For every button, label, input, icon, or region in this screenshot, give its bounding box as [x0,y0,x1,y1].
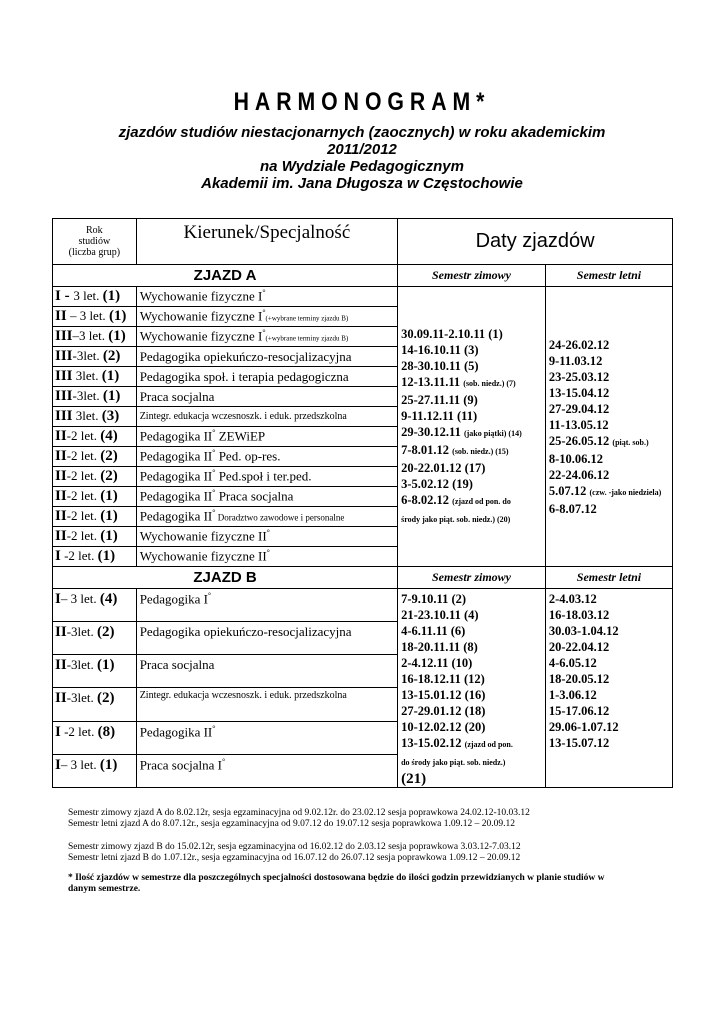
kierunek-name: Pedagogika II [139,468,213,484]
date-value: 28-30.10.11 (5) [401,358,479,373]
kierunek-name: Zintegr. edukacja wczesnoszk. i eduk. przedszkolna [139,690,347,702]
rok-year: II [55,624,67,641]
date-line [549,591,669,607]
kierunek-cell [136,622,397,655]
kierunek-cell [136,487,397,507]
rok-duration: -3let. [72,348,100,363]
date-value: 20-22.01.12 (17) [401,460,486,475]
rok-duration: -3let. [66,690,94,706]
subtitle-line: zjazdów studiów niestacjonarnych (zaocznych) w roku akademickim [118,124,606,141]
kierunek-cell [136,507,397,527]
rok-groups: (1) [108,328,126,344]
subtitle-line: 2011/2012 [327,141,397,158]
header-rok [53,219,137,265]
rok-duration: -2 let. [66,468,98,483]
degree-mark: ° [266,528,270,538]
rok-cell [53,347,137,367]
rok-duration: 3let. [72,408,99,423]
header-daty: Daty zjazdów [398,219,673,265]
kierunek-name: Pedagogika opiekuńczo-resocjalizacyjna [139,348,352,364]
kierunek-name: Wychowanie fizyczne I [139,308,263,324]
kierunek-name: Zintegr. edukacja wczesnoszk. i eduk. przedszkolna [139,411,347,422]
rok-duration: – 3 let. [66,308,106,323]
date-value: 24-26.02.12 [548,337,610,352]
rok-cell [53,487,137,507]
date-line [549,623,669,639]
kierunek-cell [136,447,397,467]
date-value: 2-4.03.12 [548,592,597,606]
kierunek-cell [136,307,397,327]
rok-groups: (4) [99,591,118,607]
date-line [549,639,669,655]
date-line [401,591,542,607]
date-line [401,358,542,374]
degree-mark: ° [262,288,266,298]
rok-duration: 3let. [72,368,99,383]
date-line [401,703,542,719]
date-value: 29-30.12.11 [401,424,464,439]
kierunek-name: Praca socjalna [139,657,215,673]
date-value: 11-13.05.12 [548,417,609,432]
date-note: środy jako piąt. sob. niedz.) (20) [401,514,511,524]
rok-cell [53,287,137,307]
rok-duration: -3let. [66,657,94,673]
degree-mark: ° [212,468,216,478]
rok-cell [53,507,137,527]
rok-duration: -2 let. [66,428,98,443]
zjazd-b-header-row [53,567,673,589]
rok-duration: -2 let. [66,508,98,523]
rok-year: II [55,488,67,504]
rok-duration: 3 let. [73,288,100,303]
kierunek-cell [136,387,397,407]
date-value: 6-8.02.12 [401,492,453,507]
date-line [401,326,542,342]
rok-groups: (1) [102,288,121,304]
kierunek-cell [136,347,397,367]
date-value: 12-13.11.11 [401,374,464,389]
date-line [549,353,669,369]
zjazd-a-dates-zimowy [398,287,546,567]
date-note: (sob. niedz.) (7) [463,378,516,388]
subtitle-line: Akademii im. Jana Długosza w Częstochowie [201,175,523,192]
rok-duration: -3let. [72,388,100,403]
rok-cell [53,622,137,655]
rok-year: III [55,328,73,344]
degree-mark: ° [212,428,216,438]
rok-cell [53,447,137,467]
rok-groups: (1) [99,756,118,773]
kierunek-name: Praca socjalna [139,388,215,404]
zjazd-b-dates-letni [545,589,672,788]
rok-duration: – 3 let. [60,756,97,772]
date-line [401,374,542,392]
kierunek-cell [136,327,397,347]
rok-groups: (2) [97,624,115,641]
date-value: 23-25.03.12 [548,369,610,384]
date-line [549,337,669,353]
date-value: 30.03-1.04.12 [548,624,619,638]
specjalnosc-name: Praca socjalna [215,488,294,504]
rok-cell [53,367,137,387]
rok-groups: (2) [102,348,121,364]
kierunek-cell [136,688,397,721]
date-line [401,476,542,492]
date-value: 25-27.11.11 (9) [401,392,478,407]
rok-cell [53,547,137,567]
degree-mark: ° [262,328,266,338]
rok-cell [53,527,137,547]
date-value: 25-26.05.12 [548,433,613,448]
rok-cell [53,407,137,427]
rok-cell [53,427,137,447]
date-value: 16-18.12.11 (12) [401,672,485,686]
rok-duration: -2 let. [66,488,98,503]
footnote: * Ilość zjazdów w semestrze dla poszczególnych specjalności dostosowana będzie do ilości godzin przewidzianych w planie studiów w danym semestrze. [68,873,605,894]
date-line [401,671,542,687]
zjazd-a-header-row [53,265,673,287]
zjazd-b-row [53,589,673,622]
rok-year: III [55,388,73,404]
date-line [549,451,669,467]
date-value: 13-15.04.12 [548,385,610,400]
kierunek-name: Wychowanie fizyczne I [139,288,263,304]
rok-duration: – 3 let. [60,591,97,606]
date-value: 7-8.01.12 [401,442,453,457]
note-line: Semestr zimowy zjazd B do 15.02.12r, sesja egzaminacyjna od 16.02.12 do 2.03.12 sesja poprawkowa 3.03.12-7.03.12 [68,842,521,852]
kierunek-note: (+wybrane terminy zjazdu B) [265,314,349,323]
date-line [549,417,669,433]
date-line [401,639,542,655]
specjalnosc-name: Doradztwo zawodowe i personalne [215,512,345,523]
kierunek-name: Wychowanie fizyczne I [139,328,263,344]
table-header-row [53,219,673,265]
rok-groups: (8) [97,723,116,740]
zjazd-b-sem-zimowy: Semestr zimowy [398,567,546,589]
date-line [549,369,669,385]
date-line [549,501,669,517]
kierunek-note: (+wybrane terminy zjazdu B) [265,334,349,343]
date-note: (zjazd od pon. do [452,496,511,506]
date-line [401,424,542,442]
date-line [549,655,669,671]
date-value: 18-20.11.11 (8) [401,640,478,654]
date-line [401,719,542,735]
rok-duration: -2 let. [60,723,95,739]
zjazd-b-sem-letni: Semestr letni [545,567,672,589]
rok-cell [53,589,137,622]
date-line [549,483,669,501]
date-line [549,433,669,451]
kierunek-cell [136,287,397,307]
date-value: 27-29.04.12 [548,401,610,416]
date-line [401,623,542,639]
date-value: 7-9.10.11 (2) [401,592,467,606]
rok-cell [53,467,137,487]
date-value: 27-29.01.12 (18) [401,704,486,718]
date-line [549,735,669,751]
note-line: Semestr letni zjazd B do 1.07.12r., sesja egzaminacyjna od 16.07.12 do 26.07.12 sesja poprawkowa 1.09.12 – 20.09.12 [68,853,521,863]
specjalnosc-name: Ped. op-res. [215,448,281,464]
rok-year: III [55,368,73,384]
date-value: 3-5.02.12 (19) [401,476,473,491]
date-value: (21) [401,771,427,787]
date-note: (jako piątki) (14) [463,428,522,438]
rok-year: II [55,468,67,484]
notes [68,808,530,864]
rok-groups: (1) [101,368,120,384]
date-value: 20-22.04.12 [548,640,610,654]
rok-cell [53,307,137,327]
kierunek-name: Pedagogika II [139,488,213,504]
kierunek-name: Pedagogika II [139,723,213,739]
header-rok-line: (liczba grup) [68,247,121,258]
date-value: 5.07.12 [548,483,590,498]
date-line [401,408,542,424]
kierunek-name: Praca socjalna I [139,757,222,773]
date-value: 22-24.06.12 [548,467,610,482]
rok-groups: (1) [102,388,121,404]
date-line [401,655,542,671]
date-note: (piąt. sob.) [612,437,649,447]
date-value: 16-18.03.12 [548,608,610,622]
specjalnosc-name: Ped.społ i ter.ped. [215,468,312,484]
date-line [549,401,669,417]
kierunek-cell [136,655,397,688]
date-line [401,492,542,510]
date-line [401,392,542,408]
rok-duration: -2 let. [66,528,98,543]
rok-cell [53,655,137,688]
specjalnosc-name: ZEWiEP [215,428,266,444]
date-value: 13-15.07.12 [548,736,610,750]
rok-year: II [55,448,67,464]
degree-mark: ° [207,591,212,600]
degree-mark: ° [266,548,270,558]
page-title: HARMONOGRAM* [233,88,491,116]
date-value: 9-11.03.12 [548,353,603,368]
rok-year: I [55,548,61,564]
kierunek-cell [136,589,397,622]
rok-cell [53,387,137,407]
date-value: 1-3.06.12 [548,688,597,702]
rok-cell [53,721,137,754]
date-line [401,607,542,623]
date-value: 10-12.02.12 (20) [401,720,486,734]
kierunek-cell [136,467,397,487]
kierunek-cell [136,367,397,387]
kierunek-cell [136,407,397,427]
date-line [549,719,669,735]
rok-year: I - [55,288,74,304]
header-rok-line: Rok [86,225,103,236]
date-line [549,385,669,401]
date-line [401,510,542,528]
rok-cell [53,688,137,721]
header-kierunek: Kierunek/Specjalność [136,219,397,265]
date-line [549,607,669,623]
rok-year: III [55,408,73,424]
schedule-table [52,218,673,788]
zjazd-a-row [53,287,673,307]
kierunek-name: Pedagogika opiekuńczo-resocjalizacyjna [139,624,352,640]
kierunek-cell [136,754,397,787]
kierunek-name: Pedagogika II [139,428,213,444]
date-line [401,460,542,476]
rok-year: II [55,508,67,524]
rok-year: I [55,591,61,607]
date-value: 4-6.05.12 [548,656,597,670]
degree-mark: ° [212,508,216,518]
rok-groups: (1) [97,657,115,674]
rok-year: II [55,690,67,707]
rok-groups: (2) [100,448,118,464]
rok-groups: (1) [108,308,127,324]
rok-groups: (1) [100,528,118,544]
note-line: Semestr letni zjazd A do 8.07.12r., sesja egzaminacyjna od 9.07.12 do 19.07.12 sesja poprawkowa 1.09.12 – 20.09.12 [68,819,515,829]
degree-mark: ° [221,756,226,766]
kierunek-cell [136,547,397,567]
date-value: 13-15.01.12 (16) [401,688,486,702]
rok-year: III [55,348,73,364]
date-value: 21-23.10.11 (4) [401,608,479,622]
date-value: 4-6.11.11 (6) [401,624,466,638]
note-line: Semestr zimowy zjazd A do 8.02.12r, sesja egzaminacyjna od 9.02.12r. do 23.02.12 sesja poprawkowa 24.02.12-10.03.12 [68,808,530,818]
rok-groups: (2) [100,468,118,484]
rok-groups: (3) [101,408,120,424]
date-value: 6-8.07.12 [548,501,597,516]
date-value: 8-10.06.12 [548,451,604,466]
kierunek-cell [136,721,397,754]
date-line [401,753,542,771]
subtitle [0,124,724,192]
rok-year: I [55,723,61,740]
date-line [401,771,542,787]
date-value: 29.06-1.07.12 [548,720,619,734]
rok-year: II [55,657,67,674]
date-note: (zjazd od pon. [464,740,513,749]
degree-mark: ° [212,448,216,458]
rok-duration: -2 let. [60,548,95,563]
kierunek-name: Wychowanie fizyczne II [139,528,267,544]
date-line [549,703,669,719]
date-value: 30.09.11-2.10.11 (1) [401,326,503,341]
date-note: (sob. niedz.) (15) [452,446,509,456]
kierunek-name: Pedagogika społ. i terapia pedagogiczna [139,368,349,384]
date-line [549,467,669,483]
subtitle-line: na Wydziale Pedagogicznym [260,158,464,175]
degree-mark: ° [212,723,216,733]
kierunek-cell [136,427,397,447]
kierunek-name: Wychowanie fizyczne II [139,548,267,564]
header-rok-line: studiów [78,236,111,247]
rok-year: II [55,308,67,324]
zjazd-a-dates-letni [545,287,672,567]
date-value: 14-16.10.11 (3) [401,342,479,357]
date-note: (czw. -jako niedziela) [589,487,662,497]
date-value: 9-11.12.11 (11) [401,408,478,423]
rok-duration: –3 let. [72,328,106,343]
kierunek-cell [136,527,397,547]
kierunek-name: Pedagogika II [139,448,213,464]
degree-mark: ° [212,488,216,498]
zjazd-a-label: ZJAZD A [53,265,398,287]
zjazd-b-label: ZJAZD B [53,567,398,589]
kierunek-name: Pedagogika II [139,508,213,524]
rok-cell [53,327,137,347]
rok-groups: (1) [100,508,118,524]
zjazd-a-sem-zimowy: Semestr zimowy [398,265,546,287]
rok-cell [53,754,137,787]
date-value: 15-17.06.12 [548,704,610,718]
rok-year: II [55,528,67,544]
degree-mark: ° [262,308,266,318]
date-value: 2-4.12.11 (10) [401,656,473,670]
date-value: 13-15.02.12 [401,736,465,750]
date-line [549,671,669,687]
rok-groups: (1) [100,488,118,504]
date-line [549,687,669,703]
rok-duration: -2 let. [66,448,98,463]
rok-groups: (2) [97,690,115,707]
rok-groups: (4) [100,428,118,444]
date-line [401,342,542,358]
date-line [401,687,542,703]
kierunek-name: Pedagogika I [139,591,208,607]
rok-groups: (1) [97,548,116,564]
rok-duration: -3let. [66,624,94,640]
rok-year: II [55,428,67,444]
rok-year: I [55,756,61,773]
date-line [401,735,542,753]
date-line [401,442,542,460]
date-value: 18-20.05.12 [548,672,610,686]
zjazd-a-sem-letni: Semestr letni [545,265,672,287]
date-note: do środy jako piąt. sob. niedz.) [401,758,506,767]
zjazd-b-dates-zimowy [398,589,546,788]
